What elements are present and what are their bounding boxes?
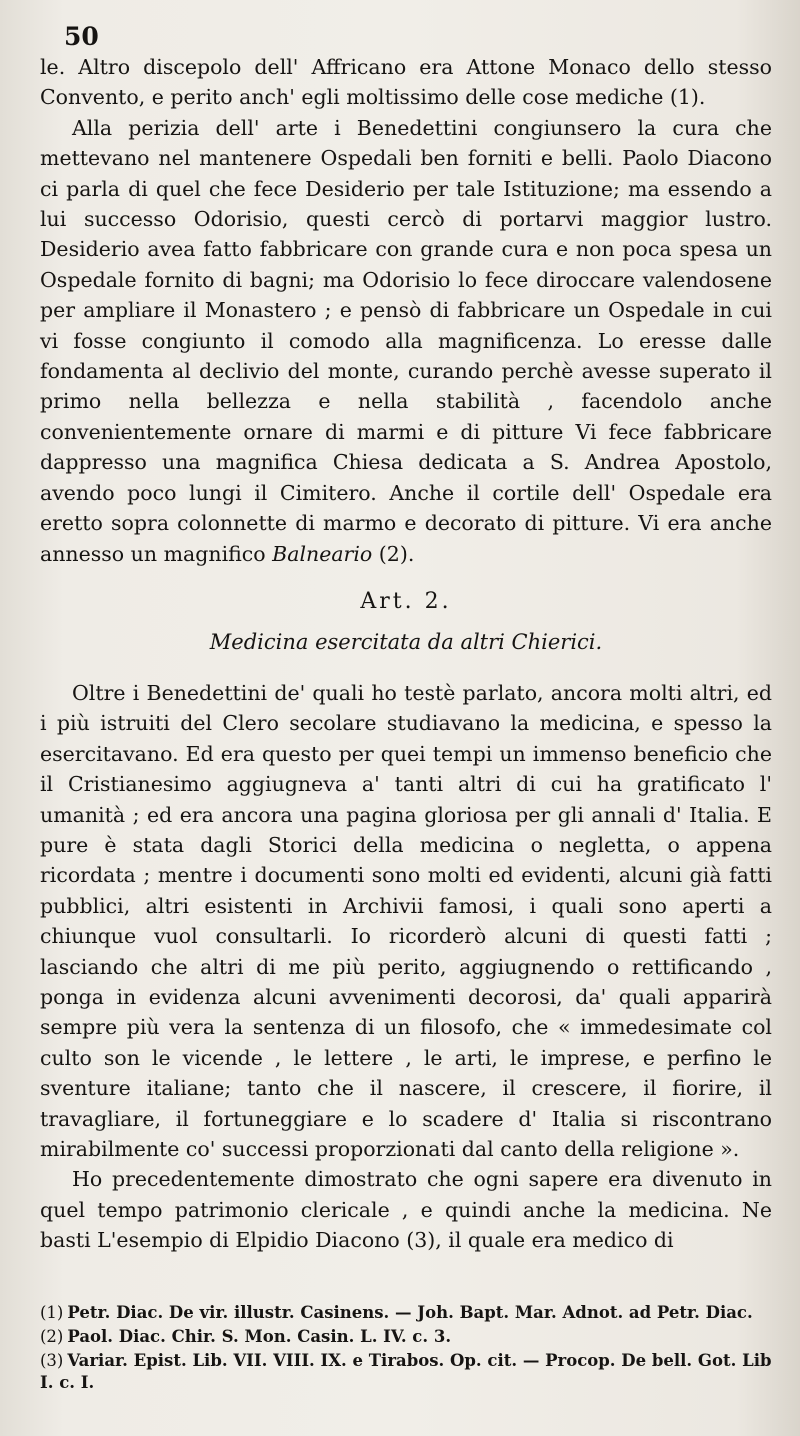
paragraph-3: Oltre i Benedettini de' quali ho testè parlato, ancora molti altri, ed i più istruiti del Clero secolare studiavano la medicina, e spesso la esercitavano. Ed era questo per quei tempi un immenso beneficio che il Cristianesimo aggiugneva a' tanti altri di cui ha gratificato l' umanità ; ed era ancora una pagina gloriosa per gli annali d' Italia. E pure è stata dagli Storici della medicina o negletta, o appena ricordata ; mentre i documenti sono molti ed evidenti, alcuni già fatti pubblici, altri esistenti in Archivii famosi, i quali sono aperti a chiunque vuol consultarli. Io ricorderò alcuni di questi fatti ; lasciando che altri di me più perito, aggiugnendo o rettificando , ponga in evidenza alcuni avvenimenti decorosi, da' quali apparirà sempre più vera la sentenza di un filosofo, che « immedesimate col culto son le vicende , le lettere , le arti, le imprese, e perfino le sventure italiane; tanto che il nascere, il crescere, il fiorire, il travagliare, il fortuneggiare e lo scadere d' Italia si riscontrano mirabilmente co' successi proporzionati dal canto della religione ». [40,680,772,1161]
body-text-bottom [40,678,772,1256]
paragraph-2 [40,113,772,569]
paragraph-1: le. Altro discepolo dell' Affricano era Attone Monaco dello stesso Convento, e perito anch' egli moltissimo delle cose mediche (1). [40,55,772,110]
footnote-3 [40,1350,772,1394]
footnote-2-text: Paol. Diac. Chir. S. Mon. Casin. L. IV. c. 3. [67,1326,452,1346]
footnote-1-marker: (1) [40,1302,64,1322]
footnote-1 [40,1302,772,1324]
article-subtitle: Medicina esercitata da altri Chierici. [209,629,603,654]
footnote-2-marker: (2) [40,1326,64,1346]
footnote-2 [40,1326,772,1348]
body-text-top [40,52,772,569]
footnotes [40,1302,772,1394]
footnote-3-text: Variar. Epist. Lib. VII. VIII. IX. e Tirabos. Op. cit. — Procop. De bell. Got. Lib I. c. I. [40,1350,772,1392]
balneario-word: Balneario [272,541,373,566]
article-heading: Art. 2. [360,588,452,614]
balneario-ref: (2). [372,541,415,566]
paragraph-2-text: Alla perizia dell' arte i Benedettini congiunsero la cura che mettevano nel mantenere Ospedali ben forniti e belli. Paolo Diacono ci parla di quel che fece Desiderio per tale Istituzione; ma essendo a lui successo Odorisio, questi cercò di portarvi maggior lustro. Desiderio avea fatto fabbricare con grande cura e non poca spesa un Ospedale fornito di bagni; ma Odorisio lo fece diroccare valendosene per ampliare il Monastero ; e pensò di fabbricare un Ospedale in cui vi fosse congiunto il comodo alla magnificenza. Lo eresse dalle fondamenta al declivio del monte, curando perchè avesse superato il primo nella bellezza e nella stabilità , facendolo anche convenientemente ornare di marmi e di pitture Vi fece fabbricare dappresso una magnifica Chiesa dedicata a S. Andrea Apostolo, avendo poco lungi il Cimitero. Anche il cortile dell' Ospedale era eretto sopra colonnette di marmo e decorato di pitture. Vi era anche annesso un magnifico [40,115,772,566]
footnote-1-text: Petr. Diac. De vir. illustr. Casinens. — Joh. Bapt. Mar. Adnot. ad Petr. Diac. [67,1302,753,1322]
paragraph-4: Ho precedentemente dimostrato che ogni sapere era divenuto in quel tempo patrimonio clericale , e quindi anche la medicina. Ne basti L'esempio di Elpidio Diacono (3), il quale era medico di [40,1167,772,1253]
footnote-3-marker: (3) [40,1350,64,1370]
page-number: 50 [64,22,99,51]
